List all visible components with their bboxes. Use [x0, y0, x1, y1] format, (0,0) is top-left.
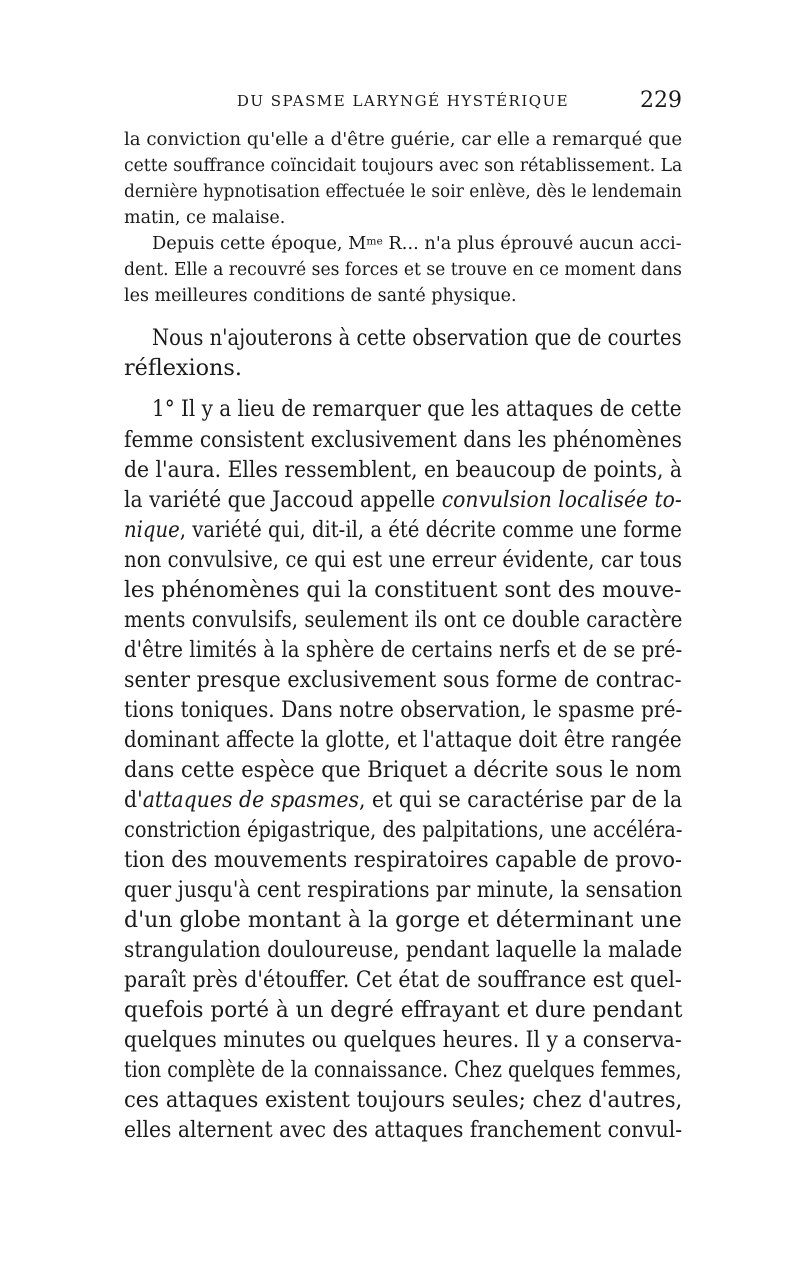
- text-line: quer jusqu'à cent respirations par minute, la sensation: [124, 877, 683, 903]
- text-line: strangulation douloureuse, pendant laquelle la malade: [124, 937, 683, 963]
- text-line: ces attaques existent toujours seules; chez d'autres,: [124, 1087, 683, 1113]
- text-line: paraît près d'étouffer. Cet état de souffrance est quel-: [124, 967, 682, 993]
- text-line: de l'aura. Elles ressemblent, en beaucoup de points, à: [124, 457, 683, 483]
- text-line: femme consistent exclusivement dans les phénomènes: [124, 427, 682, 453]
- text-line: réflexions.: [124, 355, 242, 381]
- text-line: quelques minutes ou quelques heures. Il y a conserva-: [124, 1027, 682, 1053]
- text-line: d'être limités à la sphère de certains nerfs et de se pré-: [124, 637, 683, 663]
- text-line: non convulsive, ce qui est une erreur évidente, car tous: [124, 547, 683, 573]
- italic-text: attaques de spasmes: [142, 787, 360, 813]
- text-line: constriction épigastrique, des palpitations, une accéléra-: [124, 817, 683, 843]
- italic-text: nique: [124, 517, 180, 543]
- text-span: , et qui se caractérise par de la: [359, 787, 683, 813]
- text-span: R... n'a plus éprouvé aucun acci-: [382, 234, 682, 254]
- text-line: d'un globe montant à la gorge et déterminant une: [124, 907, 682, 933]
- text-line: dent. Elle a recouvré ses forces et se trouve en ce moment dans: [124, 260, 682, 280]
- text-line: ments convulsifs, seulement ils ont ce double caractère: [124, 607, 683, 633]
- text-line: dominant affecte la glotte, et l'attaque doit être rangée: [124, 727, 682, 753]
- text-line: Nous n'ajouterons à cette observation que de courtes: [152, 325, 682, 351]
- text-line: quefois porté à un degré effrayant et dure pendant: [124, 997, 683, 1023]
- running-head: DU SPASME LARYNGÉ HYSTÉRIQUE: [236, 92, 570, 110]
- italic-text: convulsion localisée to-: [441, 487, 682, 513]
- text-line: dernière hypnotisation effectuée le soir enlève, dès le lendemain: [124, 182, 682, 202]
- text-line: la conviction qu'elle a d'être guérie, car elle a remarqué que: [124, 130, 683, 150]
- text-span: d': [124, 787, 143, 813]
- text-line: les phénomènes qui la constituent sont des mouve-: [124, 577, 682, 603]
- text-line: matin, ce malaise.: [124, 208, 286, 228]
- page-number: 229: [640, 88, 682, 113]
- superscript: me: [366, 235, 383, 248]
- text-span: la variété que Jaccoud appelle: [124, 487, 442, 513]
- text-line: tion complète de la connaissance. Chez quelques femmes,: [124, 1057, 682, 1083]
- text-line: [124, 487, 682, 513]
- text-span: , variété qui, dit-il, a été décrite comme une forme: [179, 517, 682, 543]
- text-line: cette souffrance coïncidait toujours avec son rétablissement. La: [124, 156, 683, 176]
- text-line: senter presque exclusivement sous forme de contrac-: [124, 667, 682, 693]
- text-span: Depuis cette époque, M: [152, 234, 367, 254]
- text-line: [152, 234, 682, 254]
- text-line: tions toniques. Dans notre observation, le spasme pré-: [124, 697, 683, 723]
- text-line: elles alternent avec des attaques franchement convul-: [124, 1117, 683, 1143]
- text-line: dans cette espèce que Briquet a décrite sous le nom: [124, 757, 682, 783]
- text-line: [124, 517, 682, 543]
- text-line: tion des mouvements respiratoires capable de provo-: [124, 847, 682, 873]
- text-line: 1° Il y a lieu de remarquer que les attaques de cette: [152, 396, 682, 422]
- text-line: les meilleures conditions de santé physique.: [124, 286, 517, 306]
- page-header: [124, 88, 682, 118]
- text-line: [124, 787, 682, 813]
